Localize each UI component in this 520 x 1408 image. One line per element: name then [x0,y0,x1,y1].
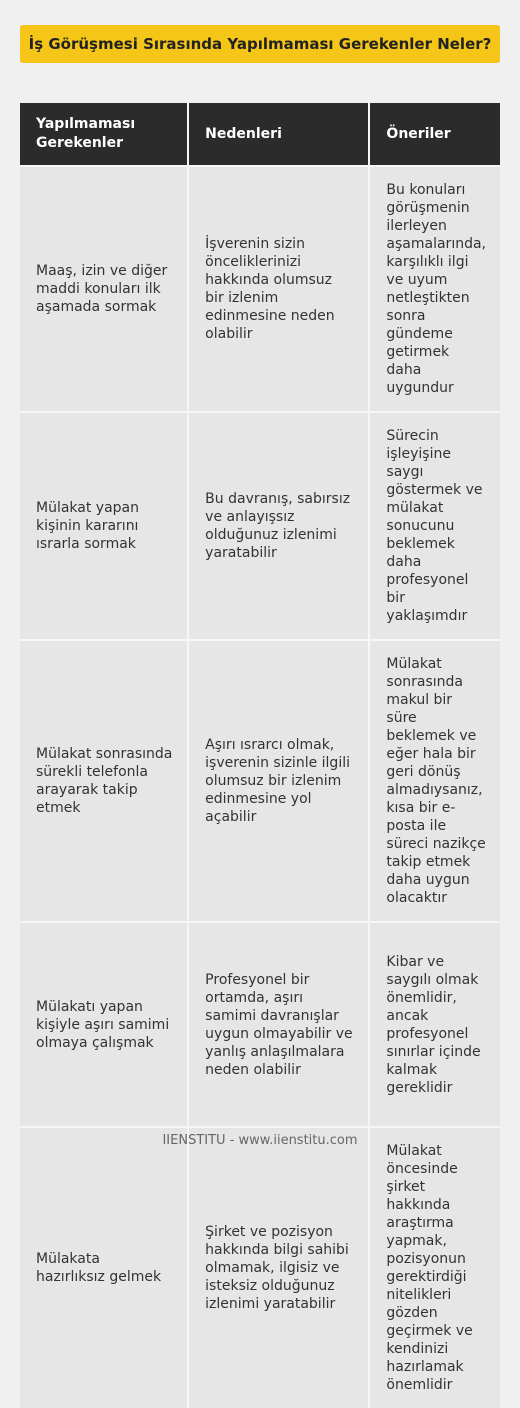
table-cell: Mülakat öncesinde şirket hakkında araştırma yapmak, pozisyonun gerektirdiği nitelikleri gözden geçirmek ve kendinizi hazırlamak önemlidir [369,1127,500,1408]
table-row [20,166,500,412]
page-title: İş Görüşmesi Sırasında Yapılmaması Gerekenler Neler? [28,35,492,53]
table-cell: Mülakata hazırlıksız gelmek [20,1127,188,1408]
table-header-row [20,103,500,166]
table-cell: Mülakat sonrasında sürekli telefonla arayarak takip etmek [20,640,188,922]
table-cell: Aşırı ısrarcı olmak, işverenin sizinle ilgili olumsuz bir izlenim edinmesine yol açabilir [188,640,369,922]
table-cell: Mülakatı yapan kişiyle aşırı samimi olmaya çalışmak [20,922,188,1127]
table-cell: Kibar ve saygılı olmak önemlidir, ancak profesyonel sınırlar içinde kalmak gereklidir [369,922,500,1127]
header-cell: Nedenleri [188,103,369,166]
comparison-table [20,103,500,1408]
table-row [20,640,500,922]
table-row [20,922,500,1127]
footer-credit: IIENSTITU - www.iienstitu.com [162,1133,358,1148]
table-cell: Mülakat sonrasında makul bir süre beklemek ve eğer hala bir geri dönüş almadıysanız, kısa bir e-posta ile süreci nazikçe takip etmek daha uygun olacaktır [369,640,500,922]
table-cell: Bu konuları görüşmenin ilerleyen aşamalarında, karşılıklı ilgi ve uyum netleştikten sonra gündeme getirmek daha uygundur [369,166,500,412]
table-row [20,412,500,640]
header-cell: Öneriler [369,103,500,166]
table-cell: Mülakat yapan kişinin kararını ısrarla sormak [20,412,188,640]
table-row [20,1127,500,1408]
title-banner [20,25,500,63]
table-cell: Profesyonel bir ortamda, aşırı samimi davranışlar uygun olmayabilir ve yanlış anlaşılmalara neden olabilir [188,922,369,1127]
table-cell: Bu davranış, sabırsız ve anlayışsız olduğunuz izlenimi yaratabilir [188,412,369,640]
table-cell: Sürecin işleyişine saygı göstermek ve mülakat sonucunu beklemek daha profesyonel bir yaklaşımdır [369,412,500,640]
table-cell: Maaş, izin ve diğer maddi konuları ilk aşamada sormak [20,166,188,412]
header-cell: Yapılmaması Gerekenler [20,103,188,166]
table-cell: İşverenin sizin önceliklerinizi hakkında olumsuz bir izlenim edinmesine neden olabilir [188,166,369,412]
table-cell: Şirket ve pozisyon hakkında bilgi sahibi olmamak, ilgisiz ve isteksiz olduğunuz izlenimi yaratabilir [188,1127,369,1408]
